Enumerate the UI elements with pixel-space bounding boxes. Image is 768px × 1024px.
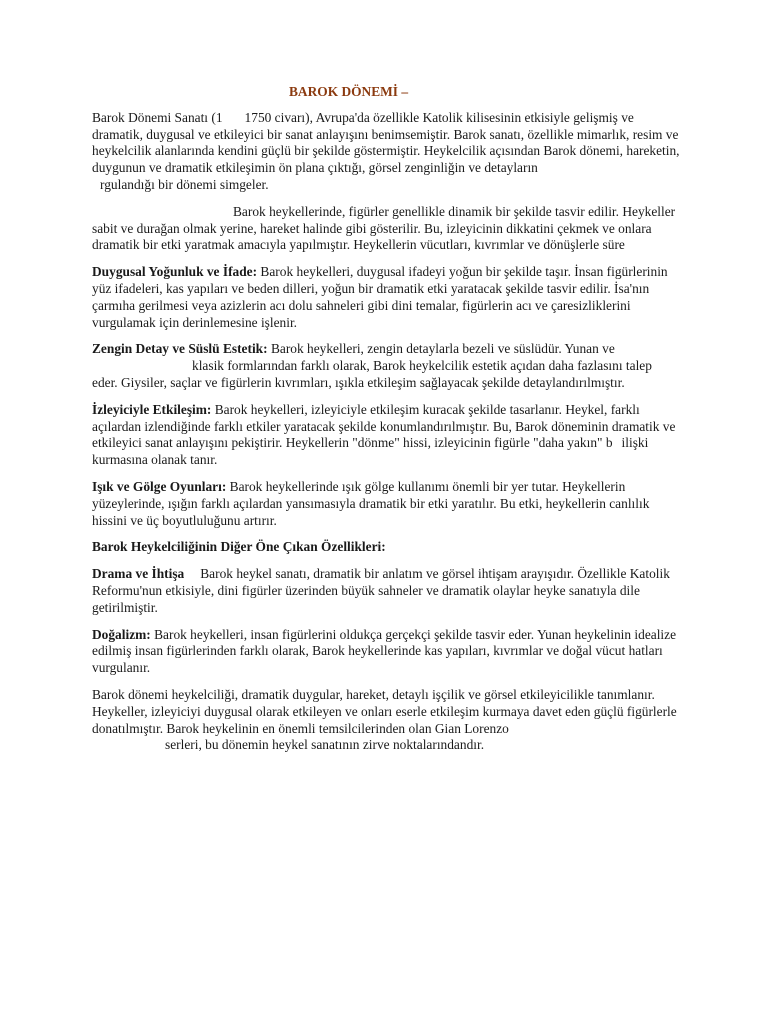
rich-detail-text-start: Barok heykelleri, zengin detaylarla bezeli ve süslüdür. Yunan ve	[267, 341, 615, 357]
light-shadow-text: Barok heykellerinde ışık gölge kullanımı önemli bir yer tutar. Heykellerin yüzeylerinde, ışığın farklı açılardan yansımasıyla dramatik bir etki yaratılır. Bu etki, heykellerin canlılık hissini ve üç boyutluluğunu artırır.	[92, 478, 650, 528]
viewer-interaction-paragraph	[92, 402, 680, 469]
document-page	[92, 84, 680, 764]
intro-text-main: 1750 civarı), Avrupa'da özellikle Katolik kilisesinin etkisiyle gelişmiş ve dramatik, duygusal ve etkileyici bir sanat anlayışını benimsemiştir. Barok sanatı, özellikle mimarlık, resim ve heykelcilik alanlarında kendini güçlü bir şekilde göstermiştir. Heykelcilik açısından Barok dönemi, hareketin, duygunun ve dramatik etkileşimin ön plana çıktığı, görsel zenginliğin ve detayların	[92, 109, 680, 176]
other-features-heading: Barok Heykelciliğinin Diğer Öne Çıkan Özellikleri:	[92, 539, 386, 555]
drama-paragraph	[92, 566, 680, 616]
emotional-intensity-paragraph	[92, 264, 680, 331]
viewer-interaction-text-start: Barok heykelleri, izleyiciyle etkileşim kuracak şekilde tasarlanır. Heykel, farklı açılardan izlendiğinde farklı etkiler yaratacak şekilde konumlandırılmıştır. Bu, Barok döneminin dramatik ve etkileyici sanat anlayışını pekiştirir. Heykellerin "dönme" hissi, izleyicinin figürle "daha yakın" b	[92, 401, 676, 451]
naturalism-paragraph	[92, 627, 680, 677]
conclusion-text-end: serleri, bu dönemin heykel sanatının zirve noktalarındandır.	[165, 737, 485, 753]
document-title: BAROK DÖNEMİ –	[289, 84, 409, 99]
emotional-intensity-text: Barok heykelleri, duygusal ifadeyi yoğun bir şekilde taşır. İnsan figürlerinin yüz ifadeleri, kas yapıları ve beden dilleri, yoğun bir dramatik etki yaratacak şekilde tasvir edilir. İsa'nın çarmıha gerilmesi veya azizlerin acı dolu sahneleri gibi dini temalar, figürlerin acı ve çaresizliklerini vurgulamak için derinlemesine işlenir.	[92, 264, 668, 330]
drama-heading: Drama ve İhtişa	[92, 566, 185, 582]
emotional-intensity-heading: Duygusal Yoğunluk ve İfade:	[92, 264, 258, 280]
dynamic-figures-paragraph	[92, 204, 680, 254]
rich-detail-heading: Zengin Detay ve Süslü Estetik:	[92, 341, 268, 357]
dynamic-figures-text: Barok heykellerinde, figürler genellikle dinamik bir şekilde tasvir edilir. Heykeller sabit ve durağan olmak yerine, hareket halinde gibi gösterilir. Bu, izleyicinin dikkatini çekmek ve onlara dramatik bir etki yaratmak amacıyla yapılmıştır. Heykellerin vücutları, kıvrımlar ve dönüşlerle süre	[92, 203, 676, 253]
conclusion-text-start: Barok dönemi heykelciliği, dramatik duygular, hareket, detaylı işçilik ve görsel etkileyicilikle tanımlanır. Heykeller, izleyiciyi duygusal olarak etkileyen ve onları eserle etkileşim kurmaya davet eden güçlü figürlerle donatılmıştır. Barok heykelinin en önemli temsilcilerinden olan Gian Lorenzo	[92, 686, 677, 736]
conclusion-paragraph	[92, 687, 680, 754]
drama-text: Barok heykel sanatı, dramatik bir anlatım ve görsel ihtişam arayışıdır. Özellikle Katolik Reformu'nun etkisiyle, dini figürler üzerinden büyük sahneler ve dramatik olaylar heyke sanatıyla dile getirilmiştir.	[92, 566, 670, 615]
rich-detail-paragraph	[92, 341, 680, 391]
viewer-interaction-text-end: ilişki kurmasına olanak tanır.	[92, 435, 649, 468]
naturalism-heading: Doğalizm:	[92, 626, 151, 642]
viewer-interaction-heading: İzleyiciyle Etkileşim:	[92, 401, 212, 417]
intro-text-end: rgulandığı bir dönemi simgeler.	[100, 176, 269, 192]
light-shadow-heading: Işık ve Gölge Oyunları:	[92, 478, 227, 494]
intro-paragraph	[92, 110, 680, 194]
naturalism-text: Barok heykelleri, insan figürlerini oldukça gerçekçi şekilde tasvir eder. Yunan heykelinin idealize edilmiş insan figürlerinden farklı olarak, Barok heykellerinde kas yapıları, kıvrımlar ve doğal vücut hatları vurgulanır.	[92, 626, 677, 676]
light-shadow-paragraph	[92, 479, 680, 529]
intro-text-start: Barok Dönemi Sanatı (1	[92, 109, 223, 125]
rich-detail-text-end: klasik formlarından farklı olarak, Barok heykelcilik estetik açıdan daha fazlasını talep eder. Giysiler, saçlar ve figürlerin kıvrımları, ışıkla etkileşim sağlayacak şekilde detaylandırılmıştır.	[92, 358, 652, 390]
